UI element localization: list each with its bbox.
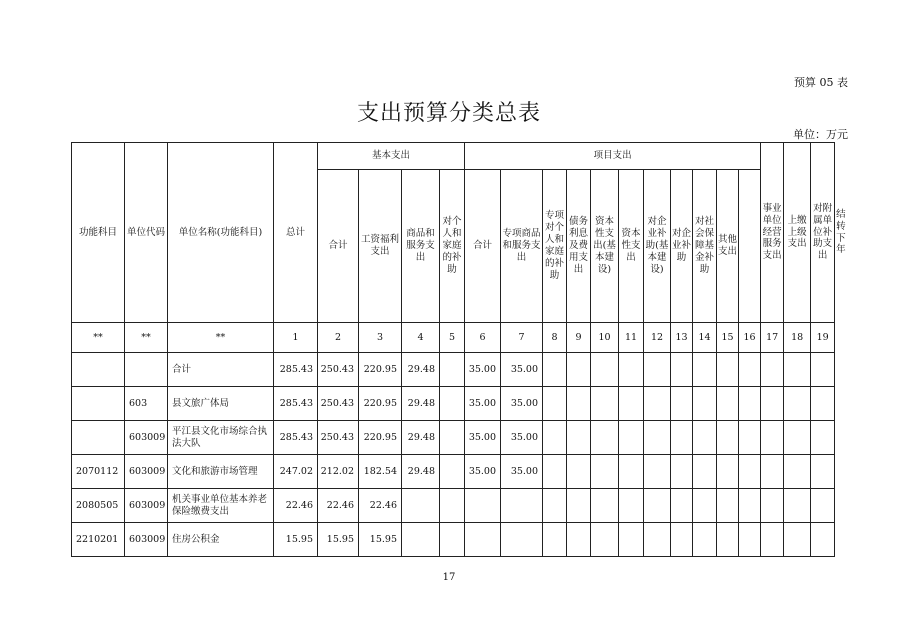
index-cell: 12 — [644, 323, 671, 353]
header-total: 总计 — [274, 143, 318, 323]
value-cell — [761, 455, 784, 489]
index-cell: 10 — [591, 323, 619, 353]
value-cell: 250.43 — [318, 353, 359, 387]
value-cell — [717, 353, 739, 387]
value-cell — [784, 489, 811, 523]
header-proj-capital-build: 资本性支出(基本建设) — [591, 170, 619, 323]
value-cell — [501, 523, 543, 557]
value-cell — [693, 523, 717, 557]
index-cell: 13 — [671, 323, 693, 353]
value-cell — [739, 489, 761, 523]
header-proj-other: 其他支出 — [717, 170, 739, 323]
value-cell: 220.95 — [359, 387, 402, 421]
value-cell — [784, 455, 811, 489]
value-cell: 15.95 — [318, 523, 359, 557]
value-cell — [644, 489, 671, 523]
value-cell — [543, 489, 567, 523]
value-cell: 15.95 — [359, 523, 402, 557]
value-cell — [811, 421, 835, 455]
value-cell — [567, 387, 591, 421]
value-cell: 35.00 — [465, 353, 501, 387]
index-cell: 18 — [784, 323, 811, 353]
value-cell — [739, 455, 761, 489]
value-cell — [761, 421, 784, 455]
value-cell — [717, 421, 739, 455]
value-cell — [440, 353, 465, 387]
value-cell — [619, 455, 644, 489]
header-proj-sum: 合计 — [465, 170, 501, 323]
index-cell: 8 — [543, 323, 567, 353]
header-proj-individual: 专项对个人和家庭的补助 — [543, 170, 567, 323]
value-cell — [717, 523, 739, 557]
header-basic-individual: 对个人和家庭的补助 — [440, 170, 465, 323]
value-cell — [591, 523, 619, 557]
header-basic-sum: 合计 — [318, 170, 359, 323]
value-cell — [591, 353, 619, 387]
value-cell: 29.48 — [402, 387, 440, 421]
value-cell — [567, 523, 591, 557]
value-cell — [693, 353, 717, 387]
budget-table — [71, 142, 846, 557]
header-proj-debt: 债务利息及费用支出 — [567, 170, 591, 323]
value-cell — [465, 523, 501, 557]
index-cell: 5 — [440, 323, 465, 353]
value-cell — [543, 353, 567, 387]
value-cell — [717, 489, 739, 523]
unit-name-cell: 合计 — [168, 353, 274, 387]
value-cell — [717, 455, 739, 489]
index-cell: 16 — [739, 323, 761, 353]
value-cell — [440, 523, 465, 557]
value-cell: 247.02 — [274, 455, 318, 489]
index-cell: 4 — [402, 323, 440, 353]
unit-code-cell: 603 — [125, 387, 168, 421]
value-cell — [567, 353, 591, 387]
value-cell — [440, 421, 465, 455]
value-cell — [693, 387, 717, 421]
value-cell — [543, 421, 567, 455]
func-subject-cell: 2080505 — [72, 489, 125, 523]
unit-name-cell: 平江县文化市场综合执法大队 — [168, 421, 274, 455]
value-cell: 35.00 — [501, 421, 543, 455]
value-cell — [644, 421, 671, 455]
value-cell: 29.48 — [402, 353, 440, 387]
value-cell — [811, 455, 835, 489]
page-number: 17 — [442, 572, 456, 583]
value-cell — [644, 523, 671, 557]
value-cell — [761, 387, 784, 421]
table-row — [72, 387, 835, 421]
value-cell — [567, 421, 591, 455]
table-row — [72, 421, 835, 455]
value-cell — [465, 489, 501, 523]
header-row-1: 功能科目 单位代码 单位名称(功能科目) 总计 基本支出 项目支出 事业单位经营服务支出 上缴上级支出 对附属单位补助支出 结转下年 — [72, 143, 835, 170]
unit-name-cell: 文化和旅游市场管理 — [168, 455, 274, 489]
value-cell — [619, 489, 644, 523]
unit-name-cell: 住房公积金 — [168, 523, 274, 557]
value-cell — [644, 455, 671, 489]
value-cell — [619, 421, 644, 455]
value-cell: 182.54 — [359, 455, 402, 489]
value-cell — [761, 489, 784, 523]
func-subject-cell: 2210201 — [72, 523, 125, 557]
index-cell: ** — [125, 323, 168, 353]
header-basic-group: 基本支出 — [318, 143, 465, 170]
index-cell: 6 — [465, 323, 501, 353]
header-remit: 上缴上级支出 — [784, 143, 811, 323]
index-cell: 11 — [619, 323, 644, 353]
header-subsidiary: 对附属单位补助支出 — [811, 143, 835, 323]
value-cell: 250.43 — [318, 387, 359, 421]
header-proj-enterprise: 对企业补助 — [671, 170, 693, 323]
value-cell — [644, 353, 671, 387]
value-cell — [811, 523, 835, 557]
func-subject-cell: 2070112 — [72, 455, 125, 489]
unit-code-cell — [125, 353, 168, 387]
value-cell — [591, 455, 619, 489]
value-cell — [567, 489, 591, 523]
header-basic-salary: 工资福利支出 — [359, 170, 402, 323]
value-cell: 285.43 — [274, 387, 318, 421]
value-cell: 35.00 — [501, 455, 543, 489]
value-cell: 35.00 — [501, 353, 543, 387]
value-cell — [671, 489, 693, 523]
index-cell: ** — [72, 323, 125, 353]
value-cell — [402, 489, 440, 523]
value-cell: 29.48 — [402, 455, 440, 489]
value-cell — [402, 523, 440, 557]
value-cell: 285.43 — [274, 353, 318, 387]
value-cell — [693, 489, 717, 523]
index-cell: 14 — [693, 323, 717, 353]
table-body — [72, 353, 835, 557]
header-unit-code: 单位代码 — [125, 143, 168, 323]
table-row — [72, 523, 835, 557]
value-cell: 29.48 — [402, 421, 440, 455]
table-row — [72, 455, 835, 489]
header-operating: 事业单位经营服务支出 — [761, 143, 784, 323]
func-subject-cell — [72, 353, 125, 387]
value-cell — [567, 455, 591, 489]
header-proj-goods: 专项商品和服务支出 — [501, 170, 543, 323]
index-cell: 3 — [359, 323, 402, 353]
value-cell — [619, 523, 644, 557]
value-cell — [717, 387, 739, 421]
value-cell: 35.00 — [465, 455, 501, 489]
index-cell: 9 — [567, 323, 591, 353]
value-cell: 22.46 — [359, 489, 402, 523]
value-cell — [440, 387, 465, 421]
value-cell — [761, 353, 784, 387]
value-cell — [811, 489, 835, 523]
header-func-subject: 功能科目 — [72, 143, 125, 323]
value-cell — [739, 353, 761, 387]
header-proj-enterprise-build: 对企业补助(基本建设) — [644, 170, 671, 323]
value-cell: 285.43 — [274, 421, 318, 455]
unit-code-cell: 603009 — [125, 455, 168, 489]
index-cell: 2 — [318, 323, 359, 353]
page-title: 支出预算分类总表 — [356, 101, 541, 126]
value-cell: 220.95 — [359, 421, 402, 455]
index-cell: 15 — [717, 323, 739, 353]
value-cell — [543, 523, 567, 557]
unit-code-cell: 603009 — [125, 489, 168, 523]
func-subject-cell — [72, 421, 125, 455]
value-cell: 212.02 — [318, 455, 359, 489]
value-cell — [784, 387, 811, 421]
value-cell — [811, 353, 835, 387]
value-cell — [543, 387, 567, 421]
index-cell: 19 — [811, 323, 835, 353]
value-cell: 22.46 — [274, 489, 318, 523]
unit-label: 单位：万元 — [793, 128, 848, 141]
index-cell: 17 — [761, 323, 784, 353]
index-cell: 7 — [501, 323, 543, 353]
index-cell: ** — [168, 323, 274, 353]
value-cell: 15.95 — [274, 523, 318, 557]
header-unit-name: 单位名称(功能科目) — [168, 143, 274, 323]
value-cell — [619, 387, 644, 421]
unit-name-cell: 县文旅广体局 — [168, 387, 274, 421]
value-cell: 35.00 — [465, 387, 501, 421]
value-cell — [440, 455, 465, 489]
unit-code-cell: 603009 — [125, 421, 168, 455]
header-basic-goods: 商品和服务支出 — [402, 170, 440, 323]
form-number: 预算 05 表 — [794, 76, 848, 89]
index-row — [72, 323, 835, 353]
value-cell — [543, 455, 567, 489]
value-cell — [761, 523, 784, 557]
value-cell — [671, 387, 693, 421]
value-cell — [671, 353, 693, 387]
value-cell — [739, 387, 761, 421]
value-cell — [671, 455, 693, 489]
value-cell — [591, 489, 619, 523]
value-cell — [693, 421, 717, 455]
value-cell — [784, 523, 811, 557]
value-cell: 22.46 — [318, 489, 359, 523]
value-cell: 35.00 — [501, 387, 543, 421]
value-cell: 250.43 — [318, 421, 359, 455]
unit-name-cell: 机关事业单位基本养老保险缴费支出 — [168, 489, 274, 523]
value-cell — [693, 455, 717, 489]
index-cell: 1 — [274, 323, 318, 353]
value-cell — [784, 421, 811, 455]
value-cell — [619, 353, 644, 387]
table-row — [72, 489, 835, 523]
value-cell — [440, 489, 465, 523]
table-row — [72, 353, 835, 387]
value-cell — [644, 387, 671, 421]
header-project-group: 项目支出 — [465, 143, 761, 170]
value-cell: 35.00 — [465, 421, 501, 455]
value-cell — [671, 523, 693, 557]
func-subject-cell — [72, 387, 125, 421]
value-cell — [811, 387, 835, 421]
header-proj-capital: 资本性支出 — [619, 170, 644, 323]
header-proj-social: 对社会保障基金补助 — [693, 170, 717, 323]
value-cell: 220.95 — [359, 353, 402, 387]
value-cell — [591, 387, 619, 421]
value-cell — [739, 421, 761, 455]
unit-code-cell: 603009 — [125, 523, 168, 557]
value-cell — [591, 421, 619, 455]
value-cell — [501, 489, 543, 523]
value-cell — [784, 353, 811, 387]
value-cell — [671, 421, 693, 455]
value-cell — [739, 523, 761, 557]
